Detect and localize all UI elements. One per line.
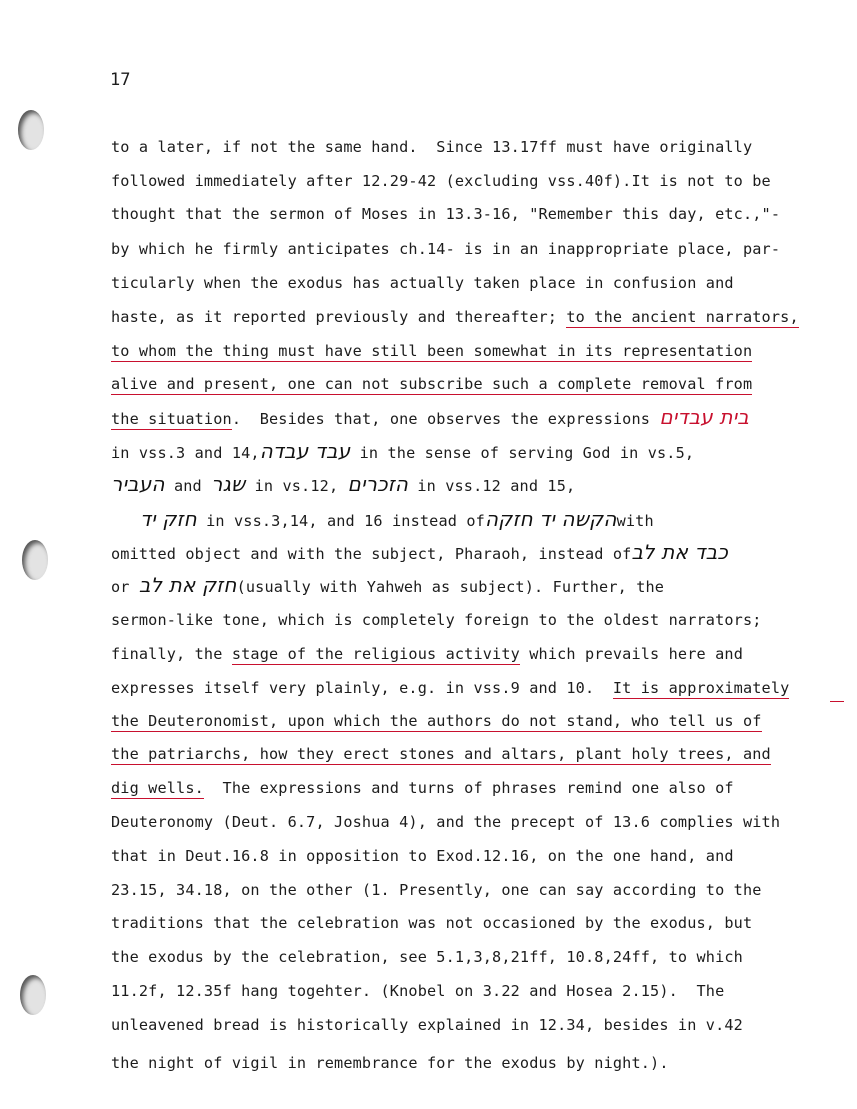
hebrew-handwritten: הזכרים bbox=[347, 472, 409, 496]
red-margin-mark bbox=[830, 701, 844, 702]
text-line-4: by which he firmly anticipates ch.14- is in an inappropriate place, par- bbox=[111, 240, 781, 258]
underlined-phrase: alive and present, one can not subscribe such a complete removal from bbox=[111, 375, 753, 393]
text-line-22: that in Deut.16.8 in opposition to Exod.12.16, on the one hand, and bbox=[111, 847, 734, 865]
text-line-18 bbox=[111, 710, 762, 732]
text-line-28: the night of vigil in remembrance for the exodus by night.). bbox=[111, 1054, 669, 1072]
underline-dig-wells: dig wells. bbox=[111, 779, 204, 797]
text-line-12: חזק יד in vss.3,14, and 16 instead ofהקשה יד חזקהwith bbox=[140, 507, 654, 531]
hebrew-handwritten: כבד את לב bbox=[631, 540, 729, 564]
underline-approximately: It is approximately bbox=[612, 679, 790, 697]
text-line-5: ticularly when the exodus has actually taken place in confusion and bbox=[111, 274, 734, 292]
text-line-15: sermon-like tone, which is completely foreign to the oldest narrators; bbox=[111, 611, 762, 629]
text-line-1: to a later, if not the same hand. Since 13.17ff must have originally bbox=[111, 138, 753, 156]
text-line-11: העביר and שגר in vs.12, הזכרים in vss.12 and 15, bbox=[111, 472, 576, 496]
underline-religious-activity: stage of the religious activity bbox=[231, 645, 520, 663]
hebrew-handwritten: בית עבדים bbox=[659, 405, 749, 429]
text-line-17: expresses itself very plainly, e.g. in vss.9 and 10. It is approximately bbox=[111, 679, 790, 697]
text-line-2: followed immediately after 12.29-42 (excluding vss.40f).It is not to be bbox=[111, 172, 771, 190]
punch-hole-middle bbox=[22, 540, 48, 580]
text-line-6: haste, as it reported previously and thereafter; to the ancient narrators, bbox=[111, 308, 799, 326]
text-line-10: in vss.3 and 14,עבד עבדה in the sense of serving God in vs.5, bbox=[111, 439, 695, 463]
text-line-13: omitted object and with the subject, Pharaoh, instead ofכבד את לב bbox=[111, 540, 729, 564]
text-line-24: traditions that the celebration was not occasioned by the exodus, but bbox=[111, 914, 753, 932]
page-number: 17 bbox=[110, 70, 131, 90]
hebrew-handwritten: הקשה יד חזקה bbox=[484, 507, 617, 531]
hebrew-handwritten: חזק יד bbox=[140, 507, 197, 531]
underlined-phrase: the Deuteronomist, upon which the authors do not stand, who tell us of bbox=[111, 712, 762, 730]
hebrew-handwritten: שגר bbox=[211, 472, 246, 496]
underline-situation: the situation bbox=[111, 410, 232, 428]
text-line-20: dig wells. The expressions and turns of phrases remind one also of bbox=[111, 779, 734, 797]
hebrew-handwritten: עבד עבדה bbox=[259, 439, 351, 463]
hebrew-handwritten: העביר bbox=[111, 472, 165, 496]
text-line-27: unleavened bread is historically explained in 12.34, besides in v.42 bbox=[111, 1016, 743, 1034]
hebrew-handwritten: חזק את לב bbox=[138, 573, 237, 597]
text-line-25: the exodus by the celebration, see 5.1,3,8,21ff, 10.8,24ff, to which bbox=[111, 948, 743, 966]
text-line-7 bbox=[111, 340, 752, 362]
punch-hole-top bbox=[18, 110, 44, 150]
underlined-phrase: to whom the thing must have still been somewhat in its representation bbox=[111, 342, 753, 360]
text-line-9: the situation. Besides that, one observes the expressions בית עבדים bbox=[111, 405, 749, 429]
underlined-phrase: the patriarchs, how they erect stones and altars, plant holy trees, and bbox=[111, 745, 771, 763]
text-line-8 bbox=[111, 373, 752, 395]
text-line-3: thought that the sermon of Moses in 13.3-16, "Remember this day, etc.,"- bbox=[111, 205, 781, 223]
text-line-19 bbox=[111, 743, 771, 765]
text-line-26: 11.2f, 12.35f hang togehter. (Knobel on 3.22 and Hosea 2.15). The bbox=[111, 982, 725, 1000]
text-line-14: or חזק את לב(usually with Yahweh as subject). Further, the bbox=[111, 573, 665, 597]
underline-ancient-narrators: to the ancient narrators, bbox=[566, 308, 799, 326]
punch-hole-bottom bbox=[20, 975, 46, 1015]
text-line-16: finally, the stage of the religious activity which prevails here and bbox=[111, 645, 743, 663]
text-line-21: Deuteronomy (Deut. 6.7, Joshua 4), and the precept of 13.6 complies with bbox=[111, 813, 781, 831]
text-line-23: 23.15, 34.18, on the other (1. Presently, one can say according to the bbox=[111, 881, 762, 899]
